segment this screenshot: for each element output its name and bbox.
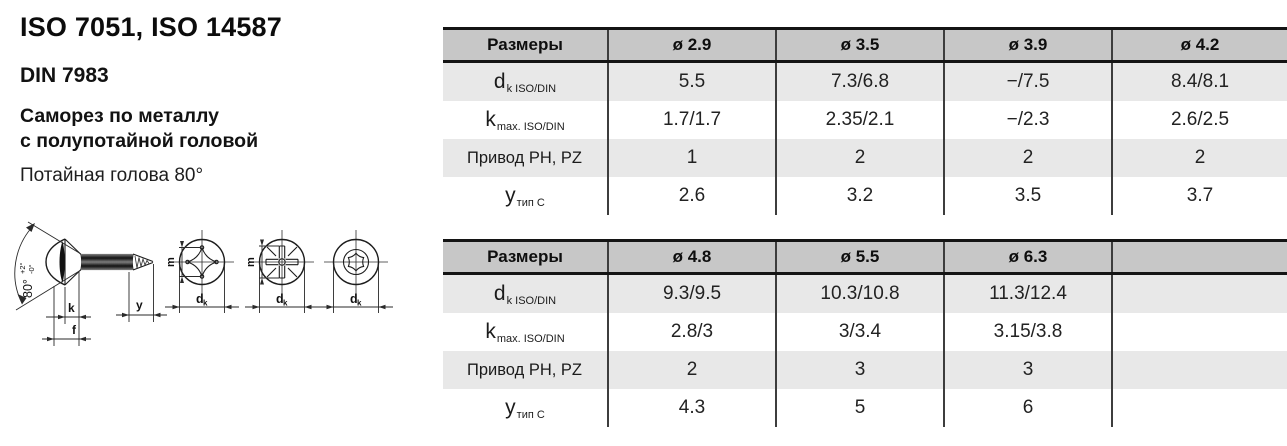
column-header-diameter: ø 5.5	[776, 241, 944, 274]
spec-value: 1.7/1.7	[608, 101, 776, 139]
angle-tolerance-minus: -0°	[27, 264, 36, 274]
standard-subtitle: DIN 7983	[20, 64, 109, 87]
spec-value: 2	[944, 139, 1112, 177]
size-table-small-diameters	[443, 27, 1287, 215]
column-header-diameter: ø 2.9	[608, 29, 776, 62]
dim-label-k: k	[68, 301, 75, 315]
spec-value: 2.8/3	[608, 313, 776, 351]
table-row-dk	[443, 62, 1287, 102]
column-header-sizes: Размеры	[443, 29, 608, 62]
head-view-torx	[319, 230, 393, 313]
table-row-y	[443, 177, 1287, 215]
column-header-diameter: ø 4.8	[608, 241, 776, 274]
dim-label-dk-main: d	[276, 292, 284, 306]
header-row	[443, 29, 1287, 62]
page-title: ISO 7051, ISO 14587	[20, 12, 282, 42]
column-header-diameter: ø 6.3	[944, 241, 1112, 274]
screw-side-view	[46, 239, 153, 285]
spec-value: −/2.3	[944, 101, 1112, 139]
spec-value: 10.3/10.8	[776, 274, 944, 314]
angle-tolerance-plus: +2°	[18, 262, 27, 274]
table-row-drive	[443, 351, 1287, 389]
spec-value	[1112, 274, 1287, 314]
spec-value: 3.5	[944, 177, 1112, 215]
row-label: $d_{k ISO/DIN}$	[443, 274, 608, 314]
spec-value: −/7.5	[944, 62, 1112, 102]
spec-value	[1112, 389, 1287, 427]
column-header-empty	[1112, 241, 1287, 274]
spec-value: 5.5	[608, 62, 776, 102]
spec-value: 11.3/12.4	[944, 274, 1112, 314]
table-row-drive	[443, 139, 1287, 177]
table-row-y	[443, 389, 1287, 427]
spec-value: 7.3/6.8	[776, 62, 944, 102]
spec-value: 2	[776, 139, 944, 177]
row-label: Привод PH, PZ	[443, 351, 608, 389]
header-row	[443, 241, 1287, 274]
spec-value: 2	[1112, 139, 1287, 177]
dim-label-y: y	[136, 298, 143, 312]
row-label: $y_{тип C}$	[443, 389, 608, 427]
table-row-kmax	[443, 313, 1287, 351]
spec-value: 3.15/3.8	[944, 313, 1112, 351]
size-table-large-diameters	[443, 239, 1287, 427]
column-header-diameter: ø 3.9	[944, 29, 1112, 62]
spec-value: 4.3	[608, 389, 776, 427]
table-row-dk	[443, 274, 1287, 314]
spec-value: 3/3.4	[776, 313, 944, 351]
spec-value: 2.35/2.1	[776, 101, 944, 139]
dim-label-dk-sub: k	[283, 298, 288, 308]
spec-value: 3	[944, 351, 1112, 389]
column-header-sizes: Размеры	[443, 241, 608, 274]
row-label: Привод PH, PZ	[443, 139, 608, 177]
spec-value: 9.3/9.5	[608, 274, 776, 314]
spec-value: 2	[608, 351, 776, 389]
spec-value: 3.7	[1186, 185, 1214, 206]
spec-value	[1112, 351, 1287, 389]
spec-value: 3	[776, 351, 944, 389]
head-view-ph	[165, 230, 239, 313]
spec-value: 8.4/8.1	[1112, 62, 1287, 102]
description-line-2: с полупотайной головой	[20, 130, 259, 152]
table-row-kmax	[443, 101, 1287, 139]
row-label: $y_{тип C}$	[443, 177, 608, 215]
spec-value: 2.6	[608, 177, 776, 215]
dim-label-dk-sub: k	[357, 298, 362, 308]
angle-label: 80°	[21, 279, 35, 298]
head-view-pz	[245, 230, 319, 313]
dim-label-m: m	[165, 257, 177, 267]
head-type-note: Потайная голова 80°	[20, 165, 204, 186]
dim-label-f: f	[72, 323, 76, 337]
spec-value: 1	[608, 139, 776, 177]
description-line-1: Саморез по металлу	[20, 105, 219, 127]
dim-label-m: m	[245, 257, 257, 267]
column-header-diameter: ø 3.5	[776, 29, 944, 62]
angle-dimension	[15, 222, 81, 310]
spec-value: 2.6/2.5	[1170, 109, 1230, 130]
row-label: $k_{max. ISO/DIN}$	[443, 101, 608, 139]
product-description	[20, 104, 258, 154]
row-label: $d_{k ISO/DIN}$	[443, 62, 608, 102]
screw-technical-drawing	[2, 220, 432, 374]
dim-label-dk-main: d	[196, 292, 204, 306]
dim-label-dk-sub: k	[203, 298, 208, 308]
spec-value: 5	[776, 389, 944, 427]
spec-value	[1112, 313, 1287, 351]
length-dimensions	[42, 264, 167, 346]
spec-value: 6	[944, 389, 1112, 427]
column-header-diameter: ø 4.2	[1112, 29, 1287, 62]
row-label: $k_{max. ISO/DIN}$	[443, 313, 608, 351]
dim-label-dk-main: d	[350, 292, 358, 306]
spec-value: 3.2	[776, 177, 944, 215]
